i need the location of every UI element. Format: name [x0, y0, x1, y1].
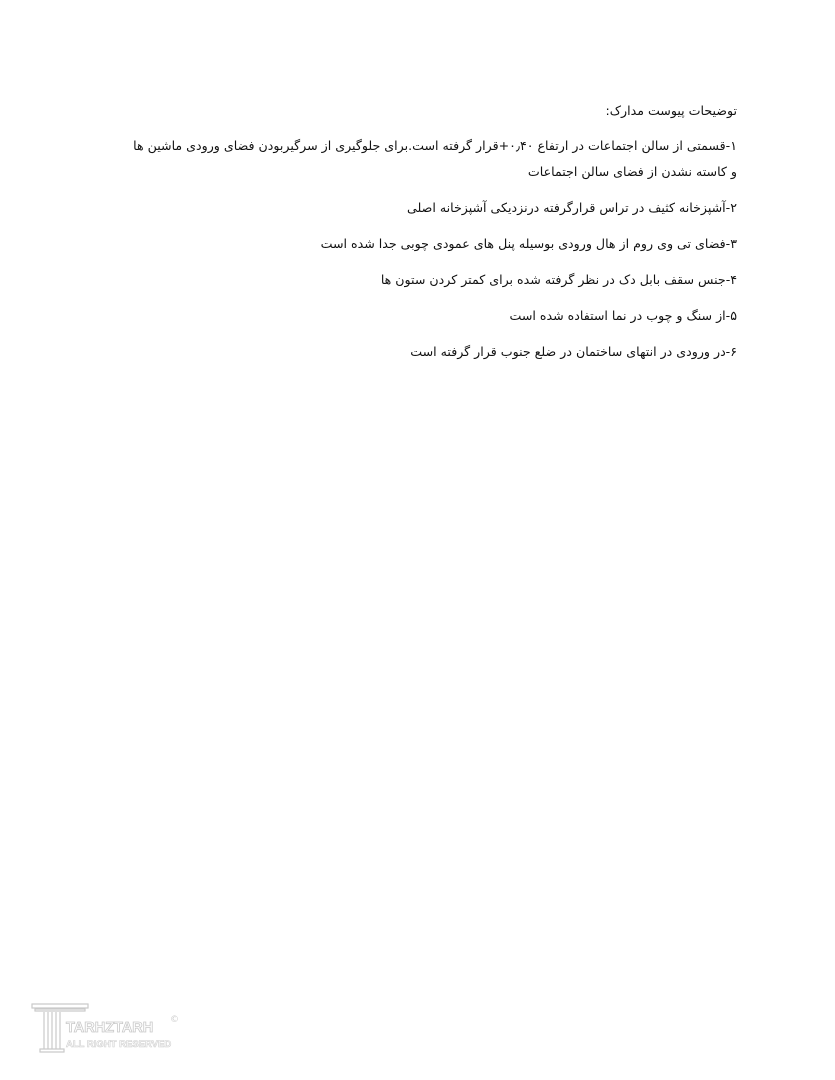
list-item-3: ۳-فضای تی وی روم از هال ورودی بوسیله پنل های عمودی چوبی جدا شده است: [320, 236, 737, 251]
list-item-2: ۲-آشپزخانه کثیف در تراس قرارگرفته درنزدیکی آشپزخانه اصلی: [407, 200, 737, 215]
list-item-4: ۴-جنس سقف بابل دک در نظر گرفته شده برای کمتر کردن ستون ها: [380, 272, 737, 287]
watermark-logo: [30, 1000, 190, 1055]
list-item-5: ۵-از سنگ و چوب در نما استفاده شده است: [509, 308, 737, 323]
watermark-brand: TARHZTARH: [66, 1020, 154, 1036]
watermark-tagline: ALL RIGHT RESERVED: [66, 1039, 172, 1050]
copyright-icon: ©: [170, 1015, 179, 1025]
list-item-1: ۱-قسمتی از سالن اجتماعات در ارتفاع ۰٫۴۰+قرار گرفته است.برای جلوگیری از سرگیربودن فضای ورودی ماشین ها و کاسته نشدن از فضای سالن اجتماعات: [133, 138, 737, 179]
document-heading: توضیحات پیوست مدارک:: [605, 103, 737, 118]
document-body: [127, 98, 737, 375]
list-item-6: ۶-در ورودی در انتهای ساختمان در ضلع جنوب قرار گرفته است: [410, 344, 737, 359]
